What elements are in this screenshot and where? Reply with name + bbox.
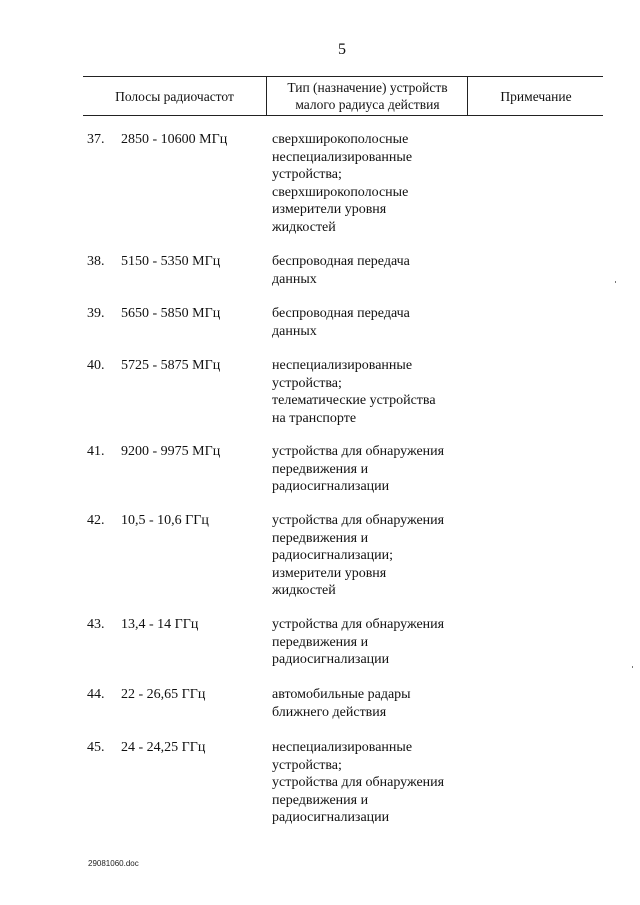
row-number: 39. bbox=[87, 306, 105, 321]
document-file-code: 29081060.doc bbox=[88, 859, 139, 868]
device-type: беспроводная передача данных bbox=[272, 306, 410, 339]
device-type: автомобильные радары ближнего действия bbox=[272, 687, 411, 720]
row-number: 40. bbox=[87, 358, 105, 373]
header-bands bbox=[83, 77, 266, 115]
row-number: 44. bbox=[87, 687, 105, 702]
page-number: 5 bbox=[338, 41, 346, 58]
header-device-type-label: Тип (назначение) устройств малого радиуса действия bbox=[287, 80, 448, 112]
frequency-band: 5650 - 5850 МГц bbox=[121, 306, 221, 321]
scan-speck bbox=[615, 281, 616, 283]
device-type: устройства для обнаружения передвижения и радиосигнализации bbox=[272, 617, 445, 667]
row-number: 37. bbox=[87, 132, 105, 147]
row-number: 43. bbox=[87, 617, 105, 632]
device-type: неспециализированные устройства; устройства для обнаружения передвижения и радиосигнализации bbox=[272, 740, 445, 825]
frequency-band: 5725 - 5875 МГц bbox=[121, 358, 221, 373]
frequency-band: 9200 - 9975 МГц bbox=[121, 444, 221, 459]
header-note bbox=[467, 77, 604, 115]
header-note-label: Примечание bbox=[500, 88, 572, 104]
device-type: неспециализированные устройства; телематические устройства на транспорте bbox=[272, 358, 436, 426]
row-number: 38. bbox=[87, 254, 105, 269]
row-number: 41. bbox=[87, 444, 105, 459]
frequency-band: 2850 - 10600 МГц bbox=[121, 132, 228, 147]
device-type: беспроводная передача данных bbox=[272, 254, 410, 287]
header-device-type bbox=[266, 77, 468, 115]
frequency-band: 10,5 - 10,6 ГГц bbox=[121, 513, 209, 528]
header-bands-label: Полосы радиочастот bbox=[115, 88, 234, 104]
scan-speck bbox=[632, 666, 633, 668]
device-type: устройства для обнаружения передвижения и радиосигнализации; измерители уровня жидкостей bbox=[272, 513, 445, 598]
table-header bbox=[83, 76, 603, 116]
row-number: 42. bbox=[87, 513, 105, 528]
frequency-band: 13,4 - 14 ГГц bbox=[121, 617, 199, 632]
device-type: сверхширокополосные неспециализированные устройства; сверхширокополосные измерители уровня жидкостей bbox=[272, 132, 413, 235]
frequency-band: 22 - 26,65 ГГц bbox=[121, 687, 206, 702]
device-type: устройства для обнаружения передвижения и радиосигнализации bbox=[272, 444, 445, 494]
row-number: 45. bbox=[87, 740, 105, 755]
frequency-band: 5150 - 5350 МГц bbox=[121, 254, 221, 269]
frequency-band: 24 - 24,25 ГГц bbox=[121, 740, 206, 755]
